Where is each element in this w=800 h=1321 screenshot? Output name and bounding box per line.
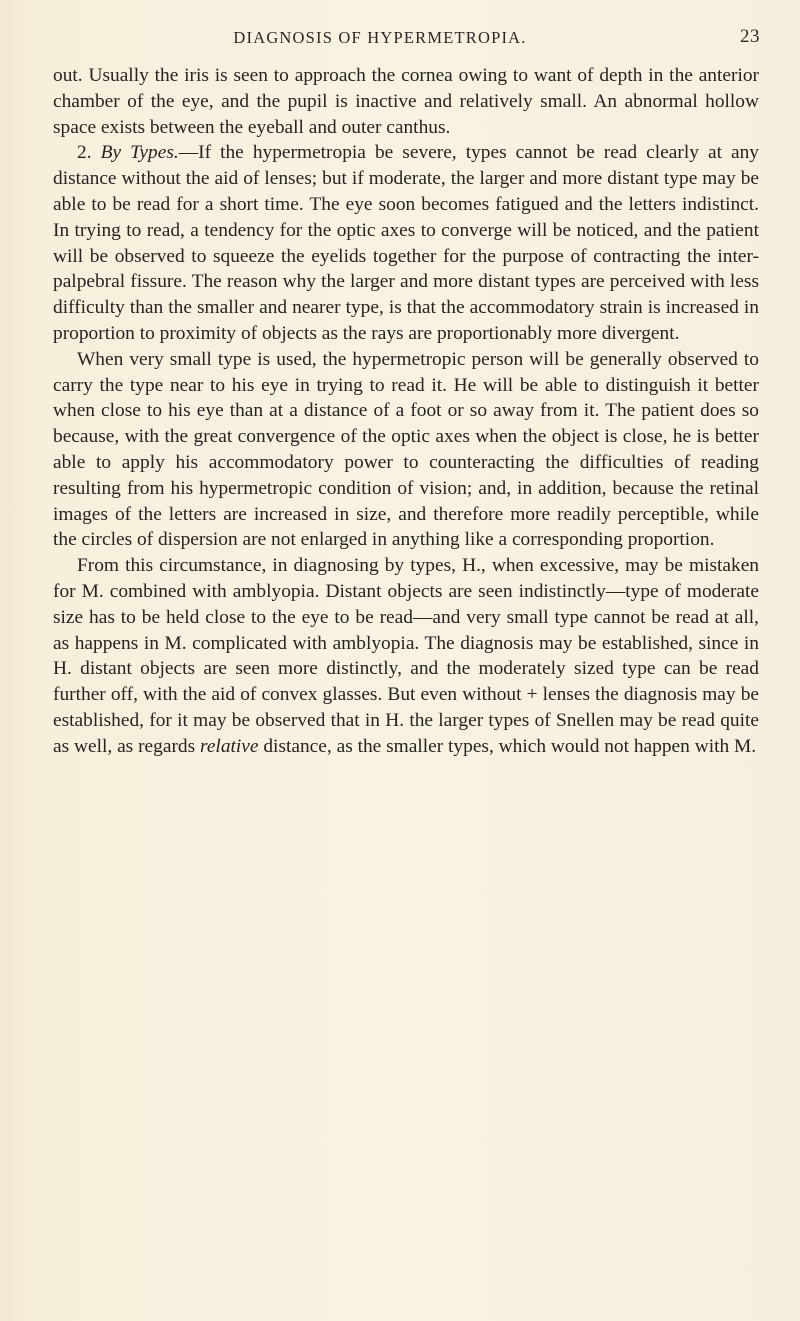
paragraph-circumstance: [53, 553, 759, 759]
paragraph-text-end: distance, as the smaller types, which would not happen with M.: [258, 735, 757, 757]
paragraph-text: —If the hypermetropia be severe, types cannot be read clearly at any distance without the aid of lenses; but if moderate, the larger and more distant type may be able to be read for a short time. The eye soon becomes fatigued and the letters indistinct. In trying to read, a tendency for the optic axes to converge will be noticed, and the patient will be observed to squeeze the eyelids together for the purpose of contracting the inter-palpebral fissure. The reason why the larger and more distant types are perceived with less difficulty than the smaller and nearer type, is that the accommodatory strain is increased in proportion to proximity of objects as the rays are proportionably more divergent.: [53, 142, 759, 344]
body-text: [53, 63, 759, 760]
paragraph-small-type: [53, 347, 759, 553]
section-heading: By Types.: [100, 142, 179, 164]
paragraph-text: From this circumstance, in diagnosing by types, H., when excessive, may be mistaken for M. combined with amblyopia. Distant objects are seen indistinctly—type of moderate size has to be held close to the eye to be read—and very small type cannot be read at all, as happens in M. complicated with amblyopia. The diagnosis may be established, since in H. distant objects are seen more distinctly, and the moderately sized type can be read further off, with the aid of convex glasses. But even without + lenses the diagnosis may be established, for it may be observed that in H. the larger types of Snellen may be read quite as well, as regards: [53, 555, 759, 757]
paragraph-by-types: [53, 140, 759, 346]
emphasis-word: relative: [200, 735, 259, 757]
paragraph-text: When very small type is used, the hypermetropic person will be generally observed to carry the type near to his eye in trying to read it. He will be able to distinguish it better when close to his eye than at a distance of a foot or so away from it. The patient does so because, with the great convergence of the optic axes when the object is close, he is better able to apply his accommodatory power to counteracting the difficulties of reading resulting from his hypermetropic condition of vision; and, in addition, because the retinal images of the letters are increased in size, and therefore more readily perceptible, while the circles of dispersion are not enlarged in anything like a corresponding proportion.: [53, 348, 759, 551]
paragraph-continuation: [53, 63, 759, 140]
paragraph-text: out. Usually the iris is seen to approach the cornea owing to want of depth in the anterior chamber of the eye, and the pupil is inactive and relatively small. An abnormal hollow space exists between the eyeball and outer canthus.: [53, 65, 759, 138]
running-head: DIAGNOSIS OF HYPERMETROPIA.: [233, 28, 527, 47]
page-header: [60, 26, 760, 56]
section-number: 2.: [77, 142, 92, 164]
page-number: 23: [740, 26, 760, 47]
